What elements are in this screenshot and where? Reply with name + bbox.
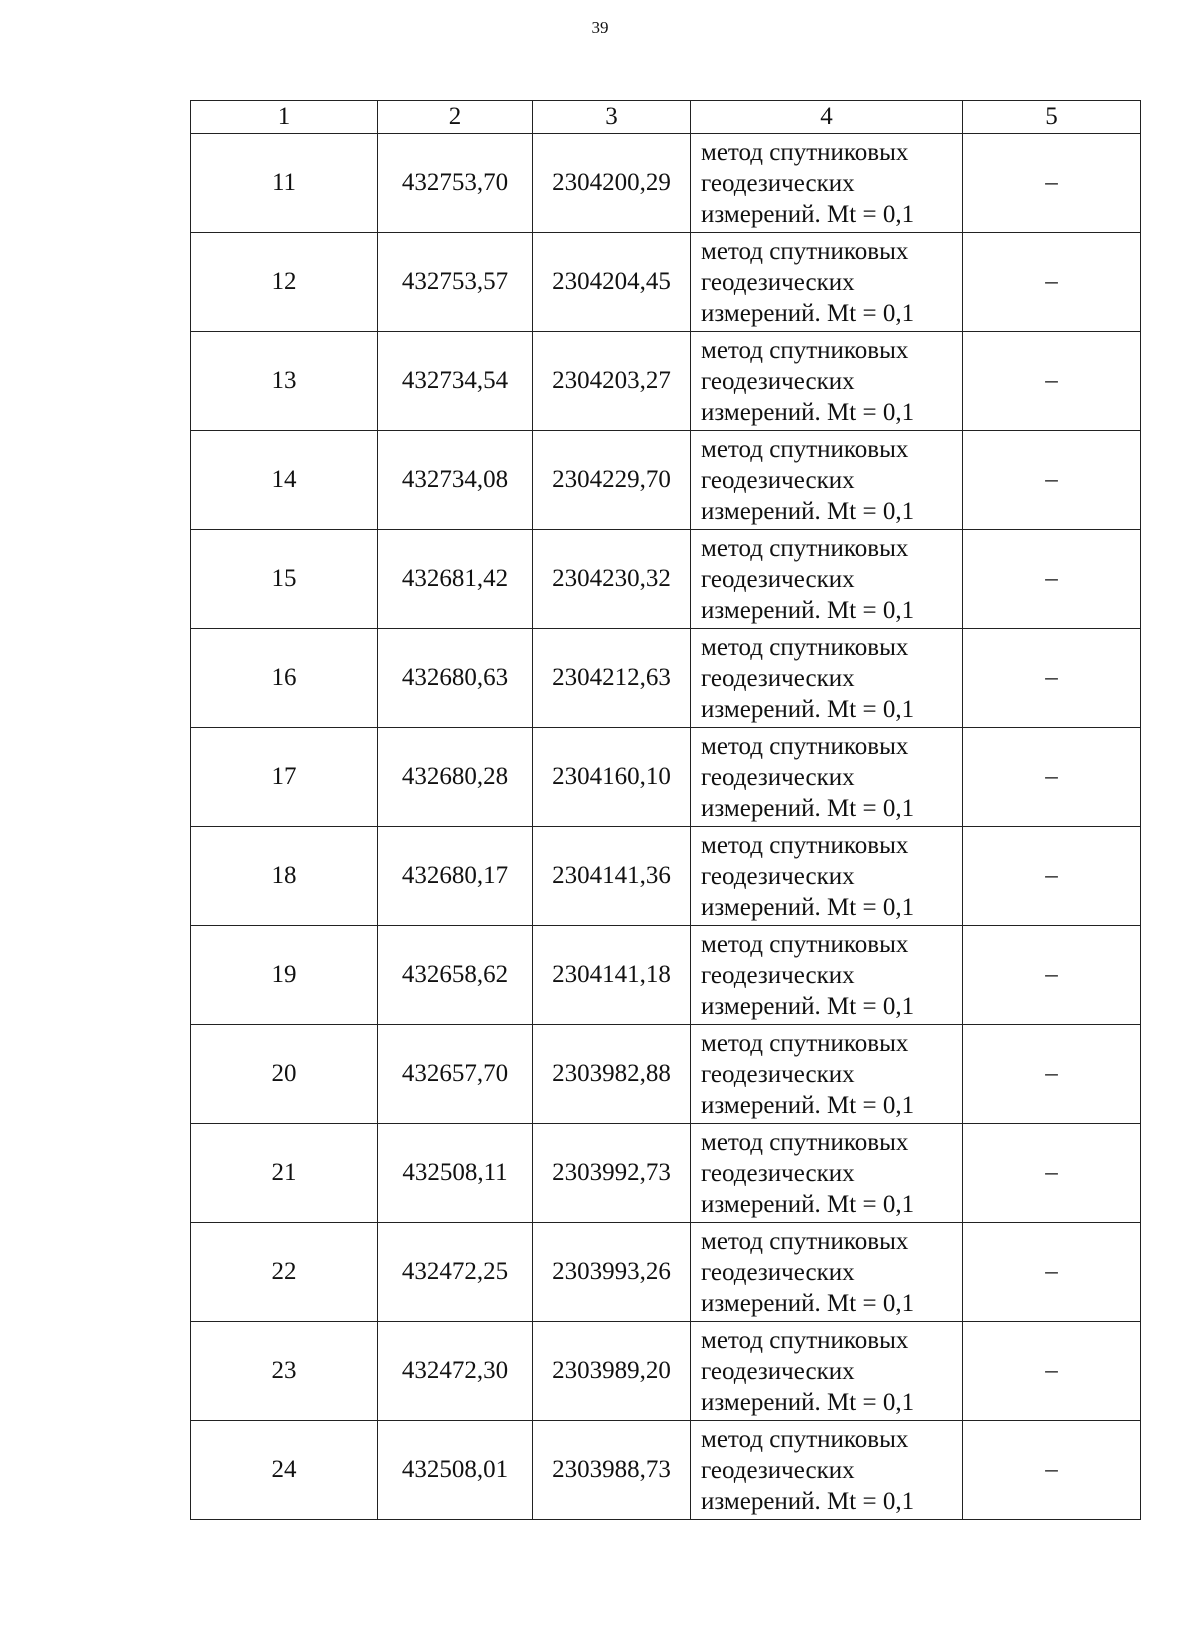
note-cell: – xyxy=(963,1322,1141,1421)
method-line: геодезических xyxy=(701,466,855,494)
header-col-5: 5 xyxy=(963,101,1141,134)
method-line: геодезических xyxy=(701,565,855,593)
x-coordinate-cell: 432658,62 xyxy=(378,926,533,1025)
x-coordinate-cell: 432680,17 xyxy=(378,827,533,926)
method-cell xyxy=(691,1322,963,1421)
y-coordinate-cell: 2304160,10 xyxy=(533,728,691,827)
note-cell: – xyxy=(963,926,1141,1025)
table-row xyxy=(191,233,1141,332)
method-line: измерений. Mt = 0,1 xyxy=(701,398,915,426)
table-row xyxy=(191,629,1141,728)
point-cell: 14 xyxy=(191,431,378,530)
note-cell: – xyxy=(963,629,1141,728)
x-coordinate-cell: 432472,25 xyxy=(378,1223,533,1322)
method-line: геодезических xyxy=(701,961,855,989)
table-row xyxy=(191,1025,1141,1124)
method-line: измерений. Mt = 0,1 xyxy=(701,992,915,1020)
method-line: измерений. Mt = 0,1 xyxy=(701,1388,915,1416)
note-cell: – xyxy=(963,530,1141,629)
table-row xyxy=(191,530,1141,629)
x-coordinate-cell: 432734,54 xyxy=(378,332,533,431)
point-cell: 13 xyxy=(191,332,378,431)
method-cell xyxy=(691,629,963,728)
point-cell: 15 xyxy=(191,530,378,629)
method-line: геодезических xyxy=(701,1060,855,1088)
method-line: метод спутниковых xyxy=(701,138,909,166)
method-line: измерений. Mt = 0,1 xyxy=(701,497,915,525)
method-cell xyxy=(691,1421,963,1520)
table-row xyxy=(191,926,1141,1025)
method-line: метод спутниковых xyxy=(701,237,909,265)
method-cell xyxy=(691,431,963,530)
x-coordinate-cell: 432657,70 xyxy=(378,1025,533,1124)
note-cell: – xyxy=(963,431,1141,530)
point-cell: 18 xyxy=(191,827,378,926)
x-coordinate-cell: 432508,01 xyxy=(378,1421,533,1520)
x-coordinate-cell: 432680,63 xyxy=(378,629,533,728)
method-line: геодезических xyxy=(701,862,855,890)
point-cell: 20 xyxy=(191,1025,378,1124)
table-header xyxy=(191,101,1141,134)
method-line: измерений. Mt = 0,1 xyxy=(701,1487,915,1515)
method-line: метод спутниковых xyxy=(701,831,909,859)
header-row xyxy=(191,101,1141,134)
point-cell: 17 xyxy=(191,728,378,827)
method-line: геодезических xyxy=(701,268,855,296)
table-row xyxy=(191,1223,1141,1322)
point-cell: 12 xyxy=(191,233,378,332)
header-col-3: 3 xyxy=(533,101,691,134)
y-coordinate-cell: 2304141,18 xyxy=(533,926,691,1025)
table-body xyxy=(191,134,1141,1520)
note-cell: – xyxy=(963,1223,1141,1322)
point-cell: 11 xyxy=(191,134,378,233)
method-line: измерений. Mt = 0,1 xyxy=(701,1190,915,1218)
method-line: метод спутниковых xyxy=(701,1227,909,1255)
method-line: измерений. Mt = 0,1 xyxy=(701,695,915,723)
note-cell: – xyxy=(963,134,1141,233)
table-row xyxy=(191,1421,1141,1520)
header-col-4: 4 xyxy=(691,101,963,134)
y-coordinate-cell: 2303993,26 xyxy=(533,1223,691,1322)
table-row xyxy=(191,134,1141,233)
x-coordinate-cell: 432508,11 xyxy=(378,1124,533,1223)
method-line: геодезических xyxy=(701,169,855,197)
method-line: геодезических xyxy=(701,367,855,395)
method-cell xyxy=(691,530,963,629)
method-line: метод спутниковых xyxy=(701,1029,909,1057)
method-line: измерений. Mt = 0,1 xyxy=(701,893,915,921)
method-cell xyxy=(691,233,963,332)
note-cell: – xyxy=(963,1124,1141,1223)
note-cell: – xyxy=(963,1025,1141,1124)
method-line: метод спутниковых xyxy=(701,534,909,562)
method-line: измерений. Mt = 0,1 xyxy=(701,596,915,624)
y-coordinate-cell: 2304203,27 xyxy=(533,332,691,431)
x-coordinate-cell: 432472,30 xyxy=(378,1322,533,1421)
method-line: геодезических xyxy=(701,763,855,791)
header-col-2: 2 xyxy=(378,101,533,134)
x-coordinate-cell: 432734,08 xyxy=(378,431,533,530)
point-cell: 21 xyxy=(191,1124,378,1223)
y-coordinate-cell: 2304229,70 xyxy=(533,431,691,530)
table-row xyxy=(191,728,1141,827)
method-line: измерений. Mt = 0,1 xyxy=(701,794,915,822)
point-cell: 23 xyxy=(191,1322,378,1421)
method-cell xyxy=(691,134,963,233)
y-coordinate-cell: 2304204,45 xyxy=(533,233,691,332)
table-row xyxy=(191,431,1141,530)
table-row xyxy=(191,332,1141,431)
method-cell xyxy=(691,926,963,1025)
method-line: метод спутниковых xyxy=(701,732,909,760)
method-cell xyxy=(691,728,963,827)
point-cell: 16 xyxy=(191,629,378,728)
note-cell: – xyxy=(963,728,1141,827)
method-line: метод спутниковых xyxy=(701,1128,909,1156)
y-coordinate-cell: 2303989,20 xyxy=(533,1322,691,1421)
method-line: измерений. Mt = 0,1 xyxy=(701,1091,915,1119)
method-cell xyxy=(691,1124,963,1223)
method-cell xyxy=(691,1025,963,1124)
x-coordinate-cell: 432681,42 xyxy=(378,530,533,629)
x-coordinate-cell: 432753,57 xyxy=(378,233,533,332)
point-cell: 19 xyxy=(191,926,378,1025)
method-cell xyxy=(691,332,963,431)
method-line: метод спутниковых xyxy=(701,336,909,364)
method-line: геодезических xyxy=(701,1456,855,1484)
y-coordinate-cell: 2303988,73 xyxy=(533,1421,691,1520)
y-coordinate-cell: 2304212,63 xyxy=(533,629,691,728)
point-cell: 22 xyxy=(191,1223,378,1322)
x-coordinate-cell: 432753,70 xyxy=(378,134,533,233)
method-cell xyxy=(691,1223,963,1322)
method-line: геодезических xyxy=(701,664,855,692)
header-col-1: 1 xyxy=(191,101,378,134)
y-coordinate-cell: 2304141,36 xyxy=(533,827,691,926)
note-cell: – xyxy=(963,827,1141,926)
method-cell xyxy=(691,827,963,926)
method-line: измерений. Mt = 0,1 xyxy=(701,200,915,228)
y-coordinate-cell: 2304200,29 xyxy=(533,134,691,233)
method-line: метод спутниковых xyxy=(701,930,909,958)
note-cell: – xyxy=(963,332,1141,431)
method-line: измерений. Mt = 0,1 xyxy=(701,299,915,327)
method-line: метод спутниковых xyxy=(701,435,909,463)
y-coordinate-cell: 2303982,88 xyxy=(533,1025,691,1124)
note-cell: – xyxy=(963,1421,1141,1520)
table-row xyxy=(191,1124,1141,1223)
method-line: геодезических xyxy=(701,1159,855,1187)
page-number: 39 xyxy=(591,18,609,37)
y-coordinate-cell: 2304230,32 xyxy=(533,530,691,629)
method-line: метод спутниковых xyxy=(701,1425,909,1453)
method-line: метод спутниковых xyxy=(701,1326,909,1354)
method-line: измерений. Mt = 0,1 xyxy=(701,1289,915,1317)
note-cell: – xyxy=(963,233,1141,332)
method-line: метод спутниковых xyxy=(701,633,909,661)
method-line: геодезических xyxy=(701,1357,855,1385)
coordinates-table xyxy=(190,100,1141,1520)
y-coordinate-cell: 2303992,73 xyxy=(533,1124,691,1223)
x-coordinate-cell: 432680,28 xyxy=(378,728,533,827)
method-line: геодезических xyxy=(701,1258,855,1286)
point-cell: 24 xyxy=(191,1421,378,1520)
table-row xyxy=(191,827,1141,926)
table-row xyxy=(191,1322,1141,1421)
